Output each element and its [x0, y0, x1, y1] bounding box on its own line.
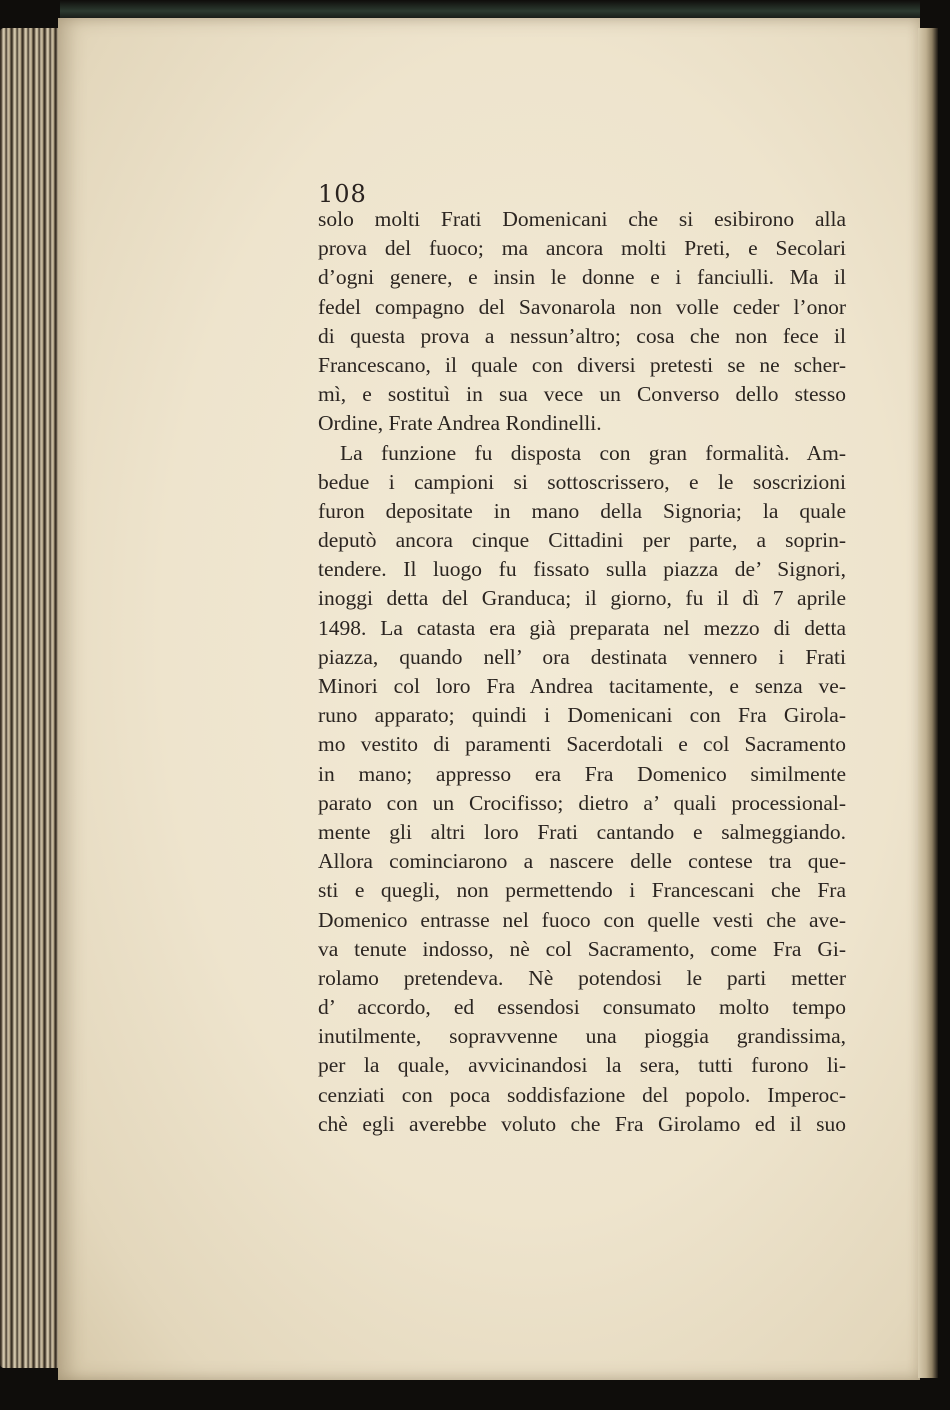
text-line: inutilmente, sopravvenne una pioggia grandissima, [318, 1024, 846, 1049]
text-line: bedue i campioni si sottoscrissero, e le soscrizioni [318, 469, 846, 494]
text-line: solo molti Frati Domenicani che si esibirono alla [318, 207, 846, 231]
text-line: piazza, quando nell’ ora destinata vennero i Frati [318, 644, 846, 669]
text-line: parato con un Crocifisso; dietro a’ quali processional- [318, 790, 846, 815]
text-line: La funzione fu disposta con gran formalità. Am- [340, 440, 846, 465]
text-line: furon depositate in mano della Signoria; la quale [318, 498, 846, 523]
text-line: mente gli altri loro Frati cantando e salmeggiando. [318, 819, 846, 844]
text-line: d’ accordo, ed essendosi consumato molto tempo [318, 995, 846, 1020]
page-right-edge [918, 28, 938, 1378]
page-text [318, 205, 846, 1139]
text-line: deputò ancora cinque Cittadini per parte, a soprin- [318, 528, 846, 553]
text-line: 1498. La catasta era già preparata nel mezzo di detta [318, 615, 846, 640]
text-line: d’ogni genere, e insin le donne e i fanciulli. Ma il [318, 265, 846, 290]
text-line: sti e quegli, non permettendo i Francescani che Fra [318, 878, 846, 903]
text-line: Allora cominciarono a nascere delle contese tra que- [318, 849, 846, 874]
text-line: inoggi detta del Granduca; il giorno, fu il dì 7 aprile [318, 586, 846, 611]
text-line: rolamo pretendeva. Nè potendosi le parti metter [318, 965, 846, 990]
text-line: Minori col loro Fra Andrea tacitamente, e senza ve- [318, 674, 846, 698]
text-line: Domenico entrasse nel fuoco con quelle vesti che ave- [318, 907, 846, 932]
page-number: 108 [318, 180, 367, 208]
text-line: per la quale, avvicinandosi la sera, tutti furono li- [318, 1053, 846, 1078]
text-line: cenziati con poca soddisfazione del popolo. Imperoc- [318, 1082, 846, 1107]
text-line: prova del fuoco; ma ancora molti Preti, e Secolari [318, 236, 846, 261]
text-line: Ordine, Frate Andrea Rondinelli. [318, 411, 602, 436]
text-line: runo apparato; quindi i Domenicani con Fra Girola- [318, 703, 846, 728]
text-line: Francescano, il quale con diversi pretesti se ne scher- [318, 352, 846, 377]
text-line: tendere. Il luogo fu fissato sulla piazza de’ Signori, [318, 557, 846, 582]
text-line: chè egli averebbe voluto che Fra Girolamo ed il suo [318, 1111, 846, 1136]
text-line: mì, e sostituì in sua vece un Converso dello stesso [318, 382, 846, 407]
text-line: fedel compagno del Savonarola non volle ceder l’onor [318, 294, 846, 319]
text-line: va tenute indosso, nè col Sacramento, come Fra Gi- [318, 936, 846, 961]
text-line: mo vestito di paramenti Sacerdotali e col Sacramento [318, 732, 846, 757]
text-line: in mano; appresso era Fra Domenico similmente [318, 761, 846, 786]
text-line: di questa prova a nessun’altro; cosa che non fece il [318, 323, 846, 348]
